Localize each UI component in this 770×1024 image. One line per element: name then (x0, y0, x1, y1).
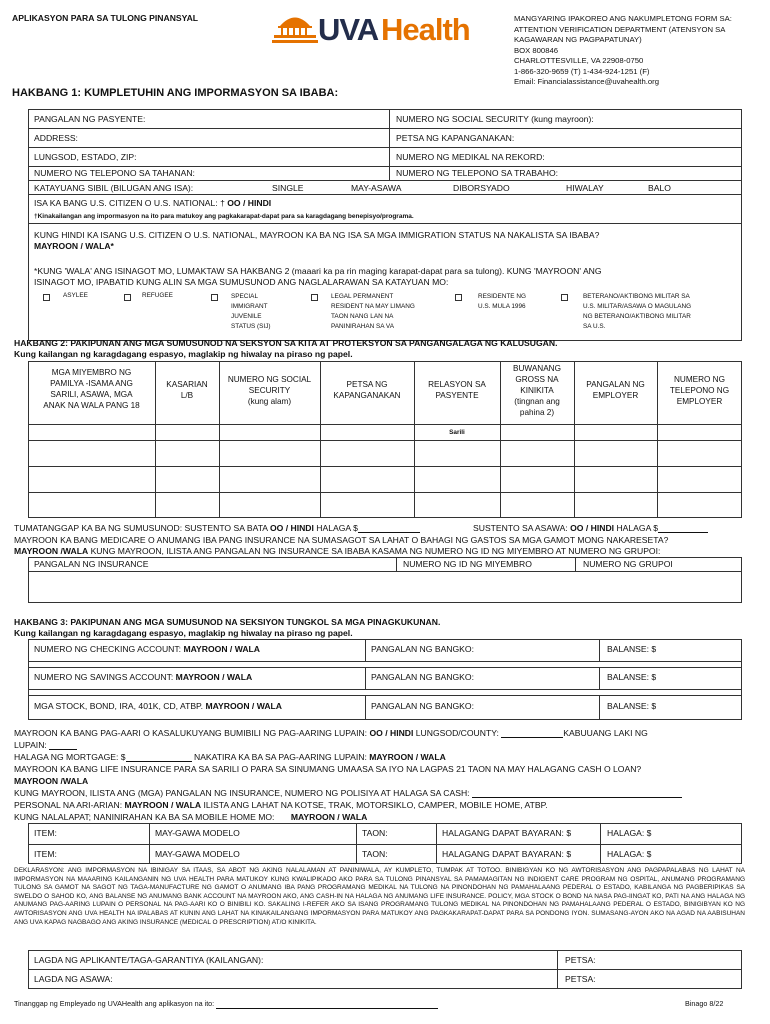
child-support-yes-no[interactable]: OO / HINDI (269, 523, 314, 533)
header-monthly-income: BUWANANG GROSS NA KINIKITA (tingnan ang pahina 2) (513, 364, 561, 417)
medicare-yes-no[interactable]: MAYROON /WALA (14, 546, 89, 556)
status-sij: SPECIAL IMMIGRANT JUVENILE STATUS (SIJ) (231, 293, 271, 330)
civil-option-single[interactable]: SINGLE (272, 183, 304, 193)
county-field[interactable] (501, 729, 563, 738)
header-gender: KASARIAN L/B (166, 380, 208, 400)
ssn-label: NUMERO NG SOCIAL SECURITY (kung mayroon): (396, 114, 594, 124)
insurance-list-line: MAYROON /WALA KUNG MAYROON, ILISTA ANG PANGALAN NG INSURANCE SA IBABA KASAMA NG NUMERO NG ID NG MIYEMBRO AT NUMERO NG GRUPOI: (14, 546, 661, 556)
step2-subtitle: Kung kailangan ng karagdagang espasyo, maglakip ng hiwalay na piraso ng papel. (14, 349, 353, 359)
header-employer-phone: NUMERO NG TELEPONO NG EMPLOYER (669, 375, 730, 406)
civil-status-label: KATAYUANG SIBIL (BILUGAN ANG ISA): (34, 183, 194, 193)
uvahealth-logo (270, 9, 495, 49)
logo-uva-text: UVA (318, 12, 379, 47)
address-label: ADDRESS: (34, 133, 78, 143)
civil-option-married[interactable]: MAY-ASAWA (351, 183, 402, 193)
received-by-line: Tinanggap ng Empleyado ng UVAHealth ang aplikasyon na ito: (14, 999, 438, 1009)
status-legal-permanent: LEGAL PERMANENT RESIDENT NA MAY LIMANG TAON NANG LAN NA PANINIRAHAN SA VA (331, 293, 415, 330)
header-ssn: NUMERO NG SOCIAL SECURITY (kung alam) (227, 375, 312, 406)
step3-title: HAKBANG 3: PAKIPUNAN ANG MGA SUMUSUNOD NA SEKSIYON TUNGKOL SA MGA PINAGKUKUNAN. (14, 617, 441, 627)
revision-date: Binago 8/22 (685, 999, 724, 1008)
step2-title: HAKBANG 2: PAKIPUNAN ANG MGA SUMUSUNOD NA SEKSYON SA KITA AT PROTEKSYON SA PANGANGALAGA NG KALUSUGAN. (14, 338, 558, 348)
mailing-address: MANGYARING IPAKOREO ANG NAKUMPLETONG FORM SA: ATTENTION VERIFICATION DEPARTMENT (ATENSYON SA KAGAWARAN NG PAGPAPATUNAY) BOX 800846 CHARLOTTESVILLE, VA 22908-0750 1-866-320-9659 (T) 1-434-924-1251 (F) Email: Financialassistance@uvahealth.org (514, 14, 732, 86)
spousal-support-line: SUSTENTO SA ASAWA: OO / HINDI HALAGA $ (473, 523, 708, 533)
status-refugee: REFUGEE (142, 292, 173, 299)
mobile-home-yes-no[interactable]: MAYROON / WALA (290, 812, 368, 822)
support-line: TUMATANGGAP KA BA NG SUMUSUNOD: SUSTENTO SA BATA OO / HINDI HALAGA $ (14, 523, 420, 533)
child-support-amount[interactable] (358, 524, 420, 533)
received-by-field[interactable] (216, 1002, 438, 1009)
relationship-self: Sarili (449, 429, 465, 436)
personal-property-yes-no[interactable]: MAYROON / WALA (124, 800, 202, 810)
life-insurance-question: MAYROON KA BANG LIFE INSURANCE PARA SA SARILI O PARA SA SINUMANG UMAASA SA IYO NA LAGPAS 21 TAON NA MAY HALAGANG CASH O LOAN? (14, 764, 642, 774)
mortgage-field[interactable] (126, 753, 192, 762)
citizen-yes-no[interactable]: OO / HINDI (227, 198, 272, 208)
citizen-question: ISA KA BANG U.S. CITIZEN O U.S. NATIONAL: † OO / HINDI (34, 198, 272, 208)
property-line: MAYROON KA BANG PAG-AARI O KASALUKUYANG BUMIBILI NG PAG-AARING LUPAIN: OO / HINDI LUNGSOD/COUNTY: KABUUANG LAKI NG (14, 728, 648, 738)
home-phone-label: NUMERO NG TELEPONO SA TAHANAN: (34, 168, 195, 178)
immigration-note-1: *KUNG 'WALA' ANG ISINAGOT MO, LUMAKTAW SA HAKBANG 2 (maaari ka pa rin maging karapat-dapat para sa tulong). KUNG 'MAYROON' ANG (34, 266, 602, 276)
land-size-field[interactable] (49, 741, 77, 750)
address-field[interactable] (28, 128, 390, 148)
checkbox-sij[interactable] (211, 294, 218, 301)
immigration-question: KUNG HINDI KA ISANG U.S. CITIZEN O U.S. NATIONAL, MAYROON KA BA NG ISA SA MGA IMMIGRATION STATUS NA NAKALISTA SA IBABA? (34, 230, 600, 240)
property-yes-no[interactable]: OO / HINDI (369, 728, 414, 738)
email-link[interactable]: Email: Financialassistance@uvahealth.org (514, 77, 659, 86)
checkbox-veteran[interactable] (561, 294, 568, 301)
city-label: LUNGSOD, ESTADO, ZIP: (34, 152, 137, 162)
header-employer: PANGALAN NG EMPLOYER (586, 380, 645, 400)
reside-yes-no[interactable]: MAYROON / WALA (369, 752, 446, 762)
form-title: APLIKASYON PARA SA TULONG PINANSYAL (12, 13, 199, 23)
declaration-text: DEKLARASYON: ANG IMPORMASYON NA IBINIGAY SA ITAAS, SA ABOT NG AKING NALALAMAN AT PANINIWALA, AY KUMPLETO, TUMPAK AT TOTOO. BINIBIGYAN KO NG AWTORISASYON ANG PAGPAPALABAS NG LAHAT NA IMPORMASYON NA MAAARING KAILANGANIN NG UVA HEALTH PARA MATUKOY KUNG KWALIPIKADO AKO PARA SA TULONG PINANSYAL SA PAMAMAGITAN NG INDIGENT CARE PROGRAM NG OSPITAL, ANUMANG PROGRAMANG TULONG SA GAMOT NA SAGOT NG TAGA-MANUFACTURE NG GAMOT O ANUMANG IBA PANG PROGRAMANG MEDIKAL NA TULONG NA PINONDOHAN NG PAMAHALAANG PEDERAL O ESTADO, KABILANGA NG PAGBERIPIKAS SA SWELDO O SAHOD KO, ANG BALANSE NG ANUMANG BANK ACCOUNT NA MAYROON AKO, ANG CASH-IN NA HALAGA NG ANUMANG LIFE INSURANCE. POLICY, MGA STOCK O BOND NA NASA PAG-IINGAT KO, PATI NA ANG HALAGA NG ANUMANG PAG-AARING LUPAIN O PERSONAL NA PAG-AARI KO O BINIBILI KO. SAKALING I-REFER AKO SA ISANG PROGRAMANG TULONG MEDIKAL NA PINONDOHAN NG PAMAHALAANG PEDERAL O ESTADO, BINIGIBYAN KO NG AWTORISASYON ANG UVA HEALTH NA IPALABAS AT KUNIN ANG LAHAT NA KINAKAILANGANG IMPORMASYON PARA MATUKOY ANG PAGKAKARAPAT-DAPAT PARA SA PONDONG IYON. SUMASANG-AYON AKO NA AGAD NA AABISUHAN ANG UVA KAPAG NAGBAGO ANG AKING INSURANCE (MEDICAL O PRESCRIPTION) AT/O KINIKITA. (14, 867, 745, 926)
insurance-entry-row[interactable] (28, 571, 742, 603)
status-resident-1996: RESIDENTE NG U.S. MULA 1996 (478, 293, 526, 310)
medicare-question: MAYROON KA BANG MEDICARE O ANUMANG IBA PANG INSURANCE NA SUMASAGOT SA LAHAT O BAHAGI NG GASTOS SA MGA GAMOT MONG NAKARESETA? (14, 535, 669, 545)
civil-option-widowed[interactable]: BALO (648, 183, 671, 193)
work-phone-label: NUMERO NG TELEPONO SA TRABAHO: (396, 168, 559, 178)
logo-health-text: Health (381, 12, 470, 47)
checkbox-refugee[interactable] (124, 294, 131, 301)
status-asylee: ASYLEE (63, 292, 88, 299)
cash-value-field[interactable] (472, 789, 682, 798)
immigration-note-2: ISINAGOT MO, IPABATID KUNG ALIN SA MGA SUMUSUNOD ANG NAGLALARAWAN SA KATAYUAN MO: (34, 277, 449, 287)
checkbox-legal-permanent[interactable] (311, 294, 318, 301)
step1-title: HAKBANG 1: KUMPLETUHIN ANG IMPORMASYON SA IBABA: (12, 87, 339, 99)
life-insurance-yes-no[interactable]: MAYROON /WALA (14, 776, 89, 786)
rotunda-icon (270, 9, 320, 49)
dob-label: PETSA NG KAPANGANAKAN: (396, 133, 515, 143)
civil-option-divorced[interactable]: DIBORSYADO (453, 183, 510, 193)
citizen-note: †Kinakailangan ang impormasyon na ito para matukoy ang pagkakarapat-dapat para sa karagdagang benepisyo/programa. (34, 213, 414, 220)
header-relationship: RELASYON SA PASYENTE (428, 380, 486, 400)
immigration-yes-no[interactable]: MAYROON / WALA* (34, 241, 114, 251)
patient-name-label: PANGALAN NG PASYENTE: (34, 114, 146, 124)
checkbox-asylee[interactable] (43, 294, 50, 301)
step3-subtitle: Kung kailangan ng karagdagang espasyo, maglakip ng hiwalay na piraso ng papel. (14, 628, 353, 638)
civil-option-separated[interactable]: HIWALAY (566, 183, 604, 193)
mortgage-line: HALAGA NG MORTGAGE: $ NAKATIRA KA BA SA PAG-AARING LUPAIN: MAYROON / WALA (14, 752, 446, 762)
status-veteran: BETERANO/AKTIBONG MILITAR SA U.S. MILITAR/ASAWA O MAGULANG NG BETERANO/AKTIBONG MILITAR SA U.S. (583, 293, 692, 330)
checkbox-resident-1996[interactable] (455, 294, 462, 301)
spousal-support-amount[interactable] (658, 524, 708, 533)
spousal-support-yes-no[interactable]: OO / HINDI (570, 523, 615, 533)
header-family-members: MGA MIYEMBRO NG PAMILYA -ISAMA ANG SARILI, ASAWA, MGA ANAK NA WALA PANG 18 (43, 368, 140, 410)
header-dob: PETSA NG KAPANGANAKAN (333, 380, 401, 400)
medical-record-label: NUMERO NG MEDIKAL NA REKORD: (396, 152, 545, 162)
